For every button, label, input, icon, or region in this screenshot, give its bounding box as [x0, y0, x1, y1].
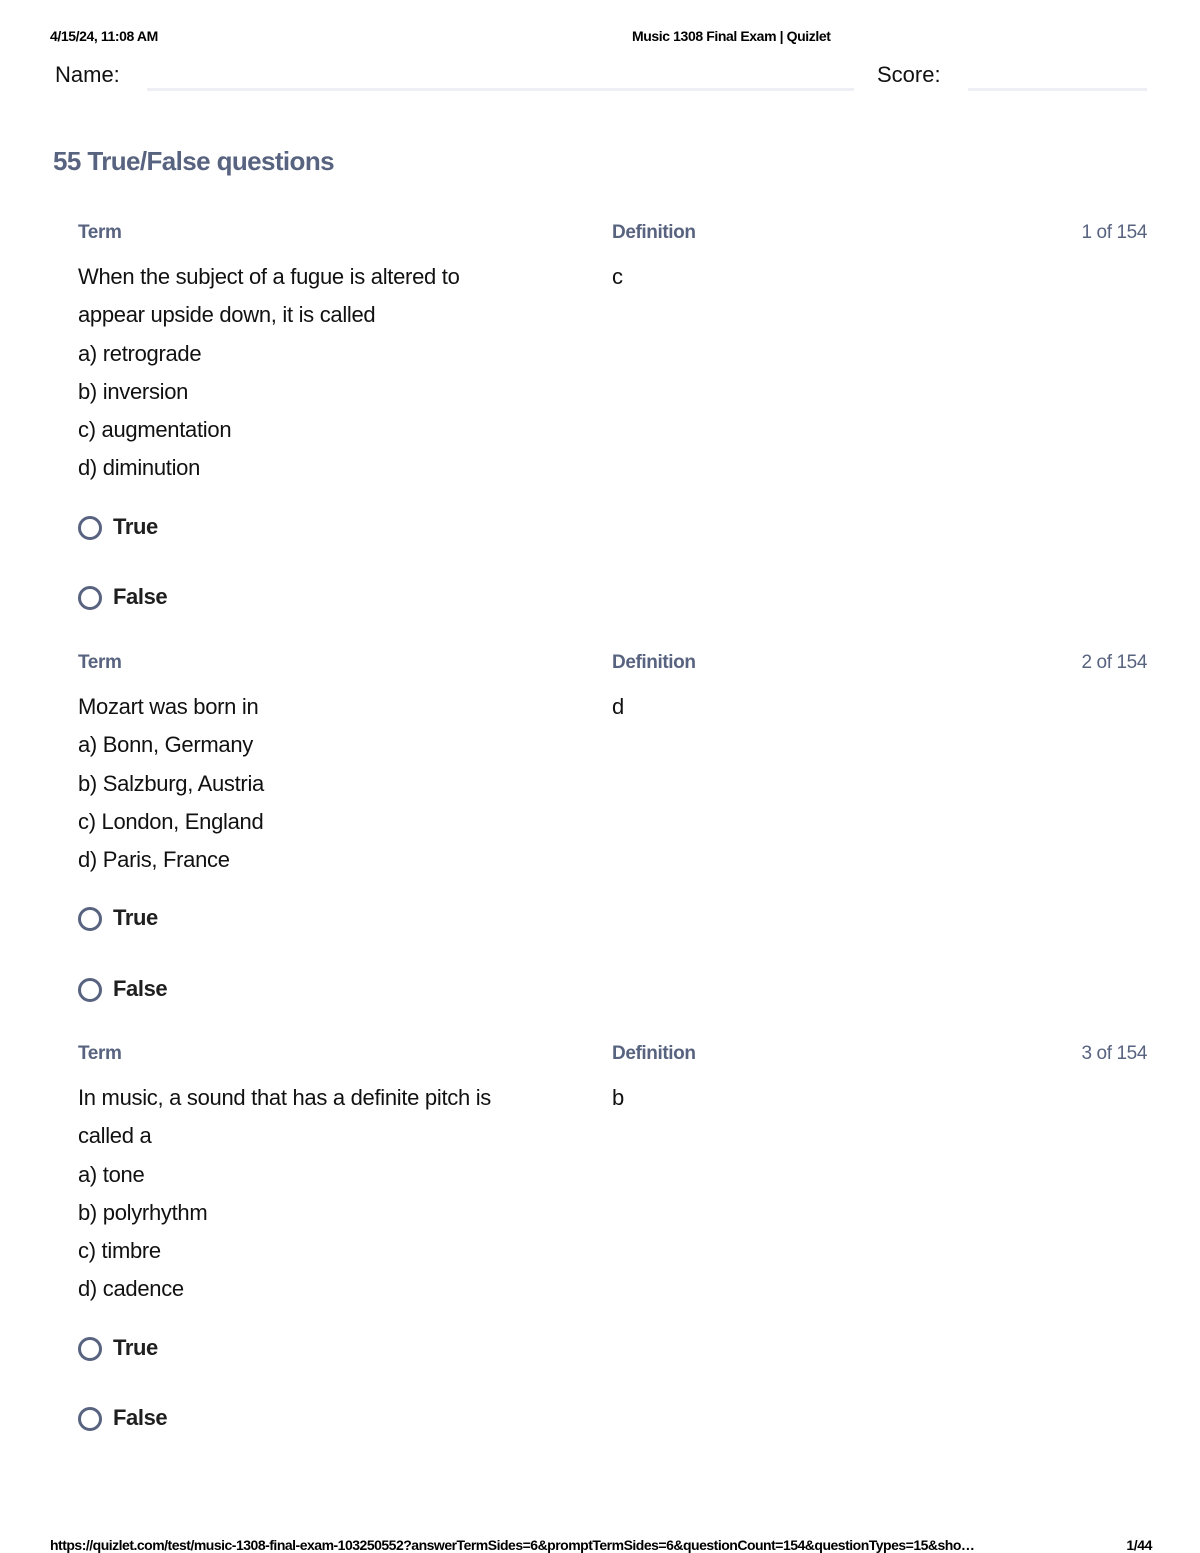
radio-button-icon[interactable] [78, 1337, 102, 1361]
option-true[interactable] [78, 1335, 1147, 1406]
definition-text: d [612, 694, 625, 719]
question-counter: 2 of 154 [1081, 652, 1147, 673]
definition-text: b [612, 1085, 625, 1110]
question-card [78, 222, 1147, 655]
print-page-title: Music 1308 Final Exam | Quizlet [632, 28, 831, 44]
score-label: Score: [877, 62, 941, 87]
radio-button-icon[interactable] [78, 978, 102, 1002]
term-line: c) timbre [78, 1238, 161, 1264]
term-line: d) cadence [78, 1276, 184, 1302]
option-false[interactable] [78, 1405, 1147, 1476]
term-line: b) inversion [78, 378, 189, 404]
term-label: Term [78, 1043, 122, 1064]
question-header [78, 652, 1147, 676]
question-body [78, 688, 1147, 879]
term-text [78, 258, 548, 488]
question-body [78, 1079, 1147, 1309]
term-text [78, 1079, 548, 1309]
option-label: False [113, 1405, 168, 1431]
definition-label: Definition [612, 222, 696, 243]
term-line: b) Salzburg, Austria [78, 770, 264, 796]
definition-label: Definition [612, 652, 696, 673]
option-label: False [113, 975, 168, 1001]
option-false[interactable] [78, 584, 1147, 655]
answer-options [78, 514, 1147, 655]
question-counter: 3 of 154 [1081, 1043, 1147, 1064]
radio-button-icon[interactable] [78, 516, 102, 540]
option-true[interactable] [78, 514, 1147, 585]
print-datetime: 4/15/24, 11:08 AM [50, 28, 158, 44]
term-line: c) London, England [78, 808, 264, 834]
option-false[interactable] [78, 976, 1147, 1047]
answer-options [78, 905, 1147, 1046]
score-field-line [968, 88, 1147, 91]
term-line: a) tone [78, 1161, 145, 1187]
name-field-line [147, 88, 854, 91]
question-card [78, 1043, 1147, 1476]
term-line: appear upside down, it is called [78, 302, 376, 328]
term-line: a) retrograde [78, 340, 202, 366]
term-line: a) Bonn, Germany [78, 732, 253, 758]
term-text [78, 688, 548, 879]
page-number: 1/44 [1126, 1537, 1152, 1553]
term-line: d) Paris, France [78, 847, 230, 873]
option-true[interactable] [78, 905, 1147, 976]
page-url: https://quizlet.com/test/music-1308-final-exam-103250552?answerTermSides=6&promptTermSides=6&questionCount=154&questionTypes=15&sho… [50, 1537, 975, 1553]
radio-button-icon[interactable] [78, 907, 102, 931]
question-card [78, 652, 1147, 1046]
radio-button-icon[interactable] [78, 1407, 102, 1431]
definition-text: c [612, 264, 623, 289]
option-label: False [113, 584, 168, 610]
question-header [78, 222, 1147, 246]
term-label: Term [78, 652, 122, 673]
print-footer [50, 1537, 1152, 1553]
term-line: In music, a sound that has a definite pitch is [78, 1085, 491, 1110]
answer-sheet-header [55, 60, 1147, 94]
term-line: d) diminution [78, 455, 201, 481]
name-label: Name: [55, 62, 120, 87]
print-header [50, 28, 1150, 50]
radio-button-icon[interactable] [78, 586, 102, 610]
definition-label: Definition [612, 1043, 696, 1064]
option-label: True [113, 513, 158, 539]
question-header [78, 1043, 1147, 1067]
option-label: True [113, 905, 158, 931]
term-line: Mozart was born in [78, 694, 259, 719]
option-label: True [113, 1334, 158, 1360]
question-body [78, 258, 1147, 488]
term-line: b) polyrhythm [78, 1199, 208, 1225]
answer-options [78, 1335, 1147, 1476]
term-line: called a [78, 1123, 152, 1149]
section-title: 55 True/False questions [53, 146, 334, 176]
term-line: When the subject of a fugue is altered to [78, 264, 460, 289]
term-label: Term [78, 222, 122, 243]
term-line: c) augmentation [78, 417, 232, 443]
question-counter: 1 of 154 [1081, 222, 1147, 243]
